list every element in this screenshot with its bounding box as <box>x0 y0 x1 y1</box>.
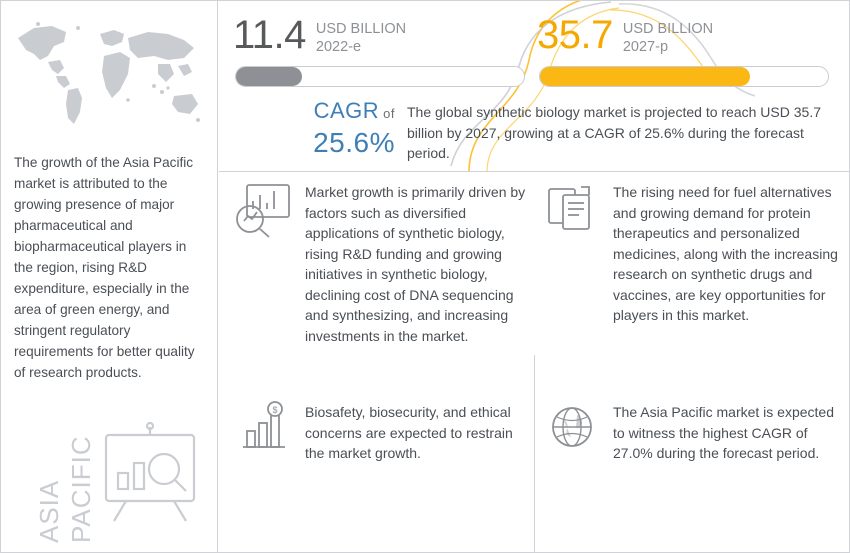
left-panel-body-text: The growth of the Asia Pacific market is attributed to the growing presence of major pharmaceutical and biopharmaceutical players in the region, rising R&D expenditure, especially in the area of green energy, and stringent regulatory requirements for better quality of research products. <box>14 155 195 380</box>
chart-analysis-magnifier-icon <box>233 181 295 239</box>
column-divider <box>534 355 535 553</box>
cagr-annotation <box>255 98 395 159</box>
summary-text: The global synthetic biology market is projected to reach USD 35.7 billion by 2027, growing at a CAGR of 25.6% during the forecast period. <box>407 104 821 161</box>
stat-value-2027: 35.7 <box>537 13 613 57</box>
region-label <box>8 415 96 545</box>
cagr-value: 25.6% <box>313 127 395 158</box>
insight-text: Biosafety, biosecurity, and ethical concerns are expected to restrain the market growth. <box>305 404 513 461</box>
stat-2022 <box>233 14 531 56</box>
left-panel <box>0 0 218 553</box>
cagr-label: CAGR <box>313 98 380 123</box>
right-area <box>219 0 850 553</box>
presentation-chart-magnifier-icon <box>92 421 208 539</box>
stat-value-2022: 11.4 <box>233 13 306 57</box>
globe-icon <box>541 401 603 459</box>
svg-text:$: $ <box>272 405 278 415</box>
stat-year-2022: 2022-e <box>315 39 362 55</box>
insight-text: The Asia Pacific market is expected to witness the highest CAGR of 27.0% during the forecast period. <box>613 404 834 461</box>
cagr-of-label: of <box>383 106 395 121</box>
bar-fill-2022 <box>236 67 302 86</box>
region-label-line1: ASIA <box>34 479 64 543</box>
insight-text: Market growth is primarily driven by factors such as diversified applications of synthetic biology, rising R&D funding and growing initiatives in synthetic biology, declining cost of DNA sequencing and synthesizing, and increasing investments in the market. <box>305 184 526 344</box>
bar-track-2022 <box>235 66 525 87</box>
insight-text: The rising need for fuel alternatives and growing demand for protein therapeutics and personalized medicines, along with the increasing research on synthetic drugs and vaccines, are key opportunities for players in this market. <box>613 184 838 323</box>
insight-item <box>233 181 533 346</box>
market-size-chart <box>219 0 850 172</box>
stat-unit-2022: USD BILLION <box>315 21 407 37</box>
stat-year-2027: 2027-p <box>622 39 669 55</box>
stat-2027 <box>537 14 835 56</box>
region-label-line2: PACIFIC <box>66 435 96 543</box>
bar-fill-2027 <box>540 67 750 86</box>
bar-track-2027 <box>539 66 829 87</box>
insight-item <box>233 401 533 464</box>
insight-item <box>541 401 841 464</box>
stat-unit-2027: USD BILLION <box>622 21 714 37</box>
insight-item <box>541 181 841 326</box>
documents-stack-icon <box>541 181 603 239</box>
world-map-icon <box>8 12 210 134</box>
bar-chart-dollar-icon <box>233 401 295 459</box>
insights-grid <box>219 173 850 553</box>
